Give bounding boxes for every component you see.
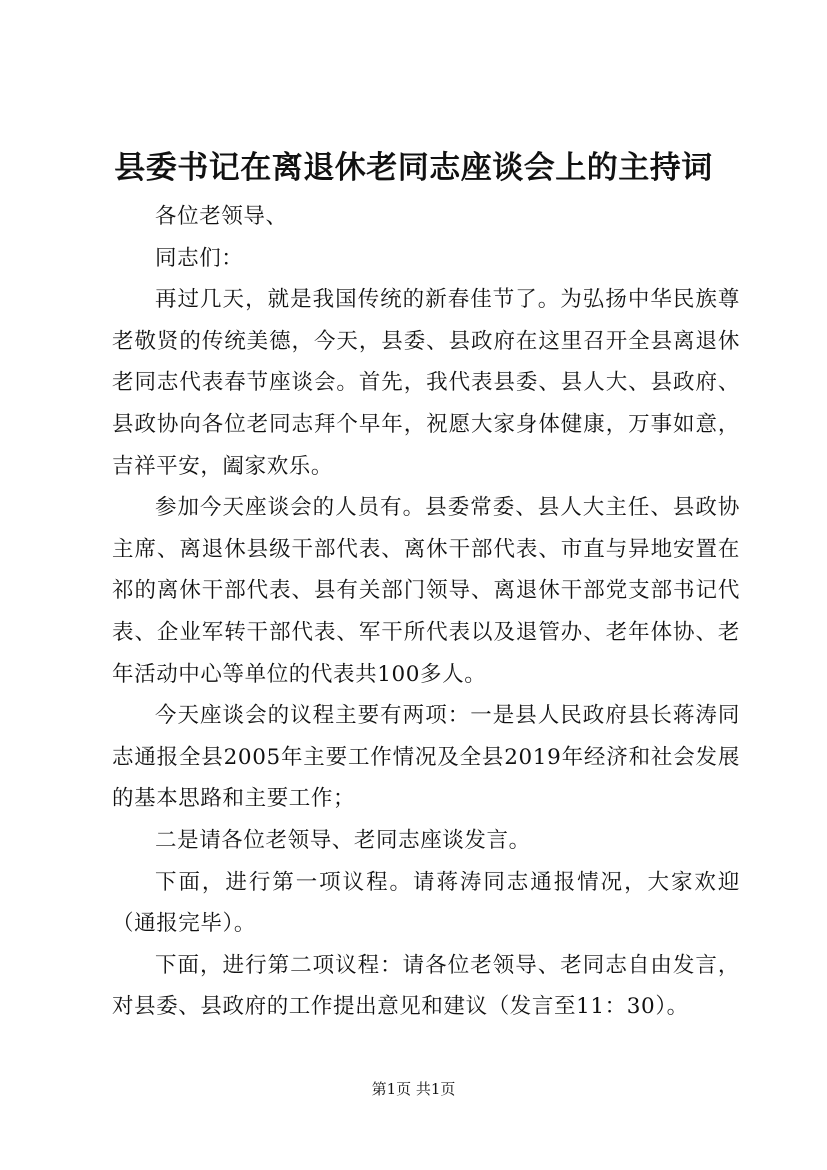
document-body: [112, 196, 740, 1028]
body-paragraph: 下面，进行第二项议程：请各位老领导、老同志自由发言，对县委、县政府的工作提出意见和建议（发言至11：30）。: [112, 952, 740, 1020]
body-paragraph: 下面，进行第一项议程。请蒋涛同志通报情况，大家欢迎（通报完毕）。: [112, 869, 740, 937]
salutation-paragraph: 各位老领导、: [155, 204, 288, 229]
body-paragraph: 今天座谈会的议程主要有两项：一是县人民政府县长蒋涛同志通报全县2005年主要工作情况及全县2019年经济和社会发展的基本思路和主要工作；: [112, 703, 740, 812]
document-title: 县委书记在离退休老同志座谈会上的主持词: [114, 150, 713, 186]
body-paragraph: 参加今天座谈会的人员有。县委常委、县人大主任、县政协主席、离退休县级干部代表、离休干部代表、市直与异地安置在祁的离休干部代表、县有关部门领导、离退休干部党支部书记代表、企业军转干部代表、军干所代表以及退管办、老年体协、老年活动中心等单位的代表共100多人。: [112, 495, 740, 687]
body-paragraph: 再过几天，就是我国传统的新春佳节了。为弘扬中华民族尊老敬贤的传统美德，今天，县委、县政府在这里召开全县离退休老同志代表春节座谈会。首先，我代表县委、县人大、县政府、县政协向各位老同志拜个早年，祝愿大家身体健康，万事如意，吉祥平安，阖家欢乐。: [112, 287, 740, 479]
body-paragraph: 二是请各位老领导、老同志座谈发言。: [155, 827, 531, 853]
page-number-footer: 第1页 共1页: [371, 1080, 456, 1098]
salutation-paragraph: 同志们：: [155, 245, 244, 271]
